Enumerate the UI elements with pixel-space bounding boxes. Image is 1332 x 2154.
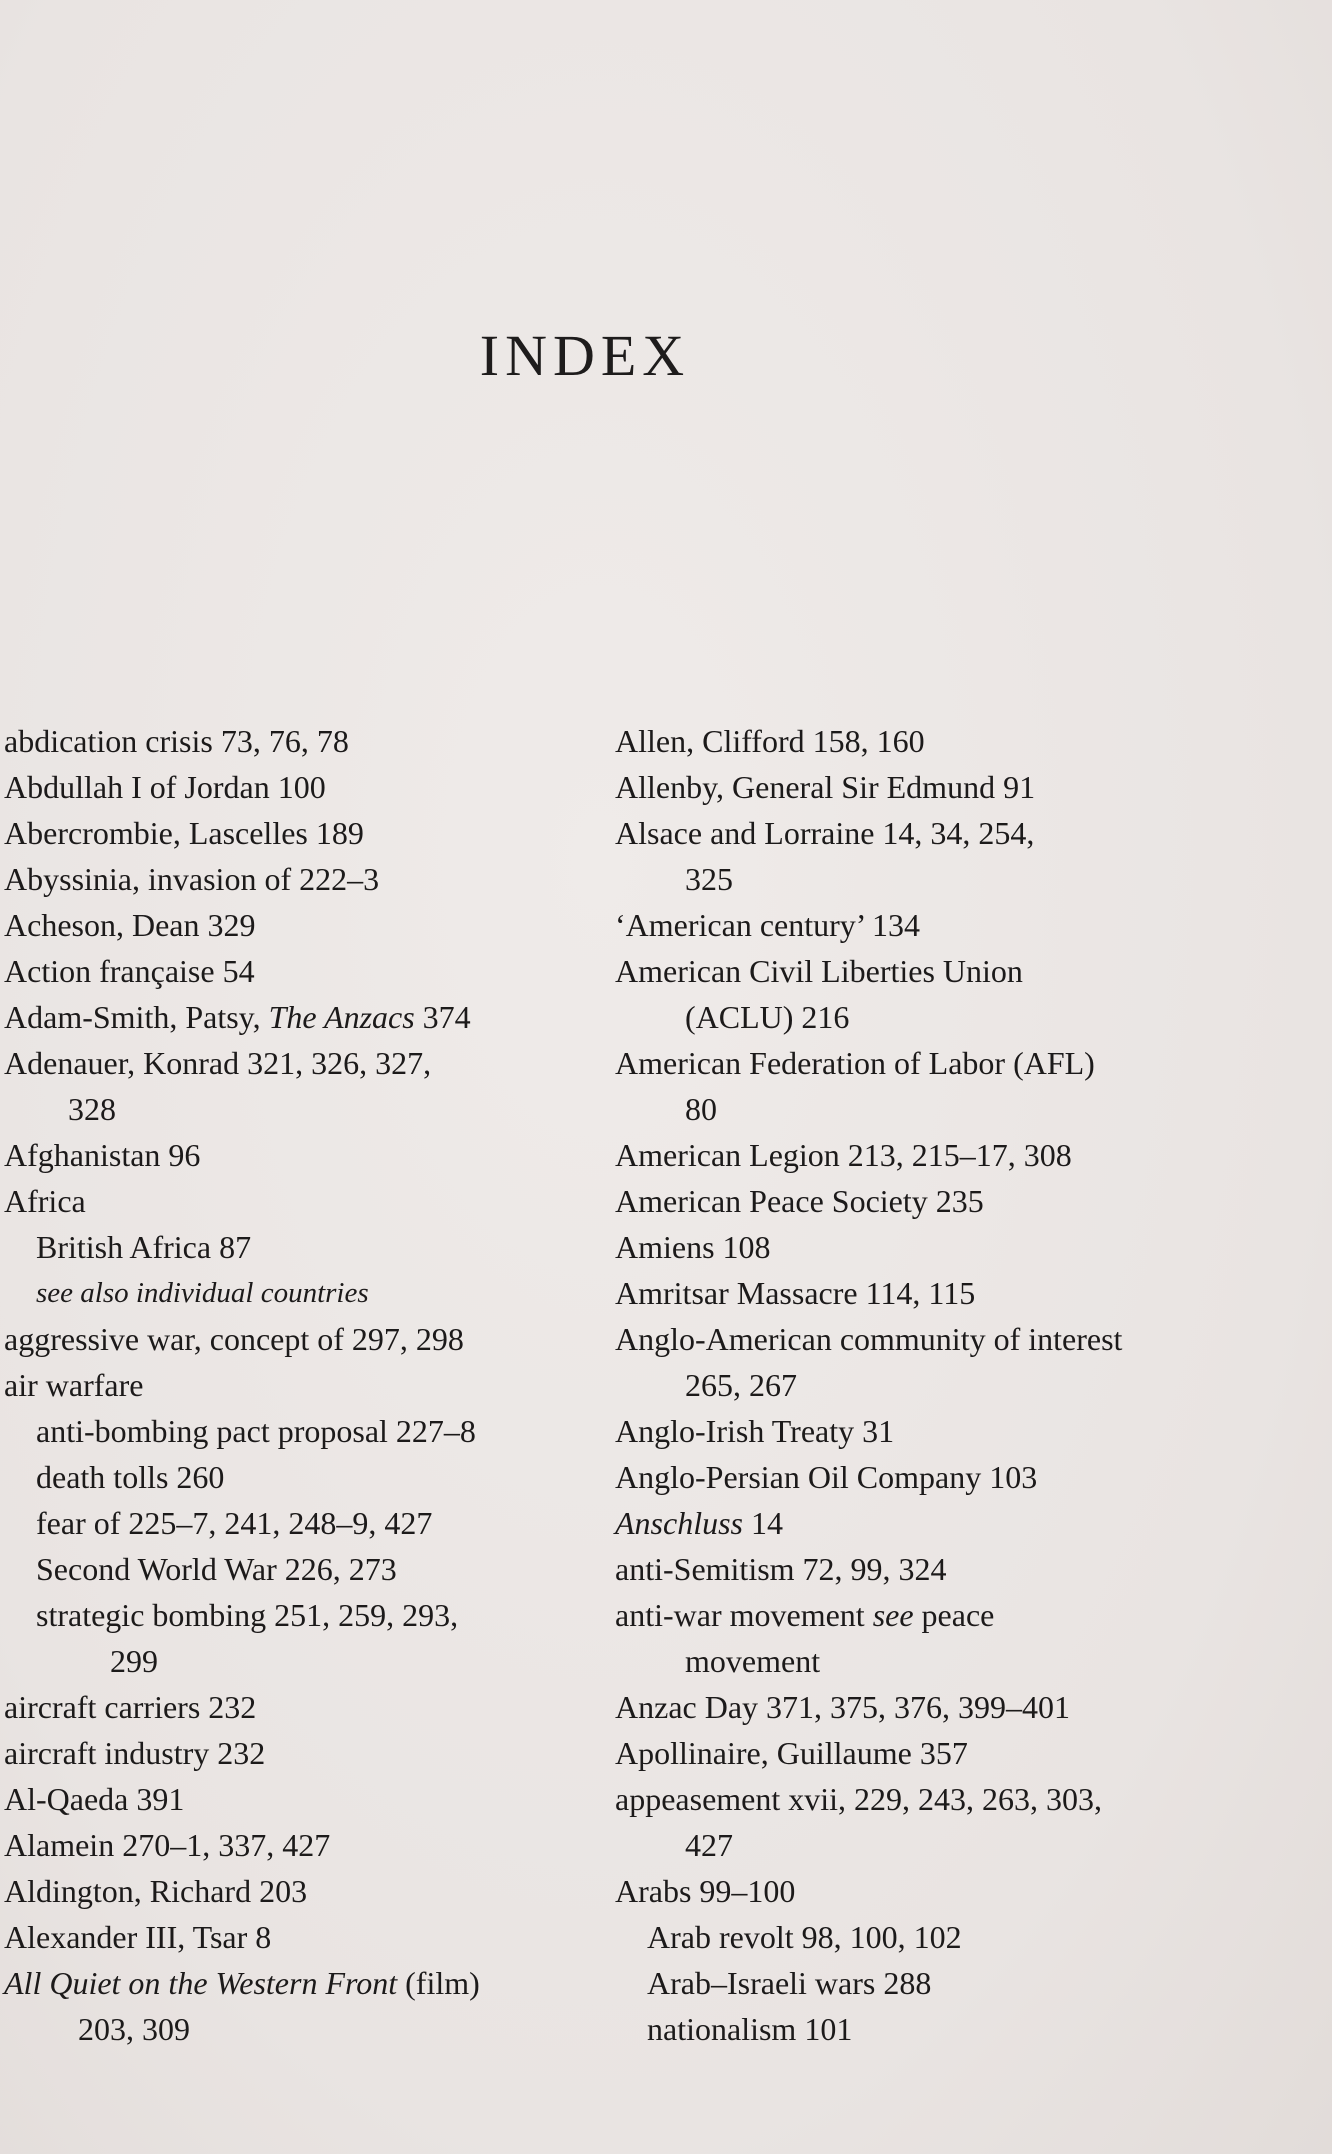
index-entry: abdication crisis 73, 76, 78: [4, 723, 349, 759]
index-entry: All Quiet on the Western Front (film): [4, 1965, 480, 2001]
work-title: Anschluss: [615, 1505, 743, 1541]
index-subentry: Arab–Israeli wars 288: [647, 1965, 932, 2001]
work-title: The Anzacs: [268, 999, 415, 1035]
index-entry-continuation: 427: [685, 1827, 733, 1863]
index-entry: anti-war movement see peace: [615, 1597, 995, 1633]
index-entry: Afghanistan 96: [4, 1137, 201, 1173]
index-entry-continuation: 325: [685, 861, 733, 897]
index-subentry: strategic bombing 251, 259, 293,: [36, 1597, 459, 1633]
index-entry-continuation: 299: [110, 1643, 158, 1679]
index-entry: Apollinaire, Guillaume 357: [615, 1735, 968, 1771]
index-subentry: fear of 225–7, 241, 248–9, 427: [36, 1505, 433, 1541]
index-entry: Abdullah I of Jordan 100: [4, 769, 326, 805]
index-left-column: [4, 718, 480, 2052]
index-entry: ‘American century’ 134: [615, 907, 921, 943]
index-entry: Alamein 270–1, 337, 427: [4, 1827, 331, 1863]
index-right-column: [615, 718, 1122, 2052]
see-also-reference: see also individual countries: [36, 1277, 369, 1309]
index-entry: aircraft carriers 232: [4, 1689, 257, 1725]
index-entry-continuation: (ACLU) 216: [685, 999, 850, 1035]
index-entry: Anglo-Irish Treaty 31: [615, 1413, 895, 1449]
work-title: All Quiet on the Western Front: [4, 1965, 398, 2001]
index-entry: Allenby, General Sir Edmund 91: [615, 769, 1036, 805]
index-entry: Abercrombie, Lascelles 189: [4, 815, 364, 851]
index-entry: Anzac Day 371, 375, 376, 399–401: [615, 1689, 1071, 1725]
index-entry: Anglo-Persian Oil Company 103: [615, 1459, 1038, 1495]
index-entry-continuation: movement: [685, 1643, 821, 1679]
index-entry: Anglo-American community of interest: [615, 1321, 1123, 1357]
index-entry: Africa: [4, 1183, 86, 1219]
see-reference: see: [872, 1597, 914, 1633]
index-subentry: death tolls 260: [36, 1459, 225, 1495]
index-entry: Arabs 99–100: [615, 1873, 796, 1909]
index-entry-continuation: 265, 267: [685, 1367, 797, 1403]
index-entry: Acheson, Dean 329: [4, 907, 256, 943]
index-entry: Adenauer, Konrad 321, 326, 327,: [4, 1045, 432, 1081]
index-entry: air warfare: [4, 1367, 144, 1403]
index-entry: Adam-Smith, Patsy, The Anzacs 374: [4, 999, 471, 1035]
index-entry: Aldington, Richard 203: [4, 1873, 308, 1909]
page-title: INDEX: [479, 323, 691, 388]
index-entry: anti-Semitism 72, 99, 324: [615, 1551, 947, 1587]
index-entry: aggressive war, concept of 297, 298: [4, 1321, 464, 1357]
index-entry: American Peace Society 235: [615, 1183, 984, 1219]
index-entry-continuation: 80: [685, 1091, 717, 1127]
index-entry: American Federation of Labor (AFL): [615, 1045, 1095, 1081]
index-entry: Al-Qaeda 391: [4, 1781, 185, 1817]
index-subentry: Second World War 226, 273: [36, 1551, 397, 1587]
index-entry: Alexander III, Tsar 8: [4, 1919, 272, 1955]
index-entry: American Legion 213, 215–17, 308: [615, 1137, 1072, 1173]
index-entry: American Civil Liberties Union: [615, 953, 1023, 989]
index-entry: Anschluss 14: [615, 1505, 783, 1541]
index-entry: appeasement xvii, 229, 243, 263, 303,: [615, 1781, 1103, 1817]
index-entry-continuation: 328: [68, 1091, 116, 1127]
index-entry: Action française 54: [4, 953, 255, 989]
index-entry: Abyssinia, invasion of 222–3: [4, 861, 380, 897]
index-entry: Amritsar Massacre 114, 115: [615, 1275, 976, 1311]
index-subentry: anti-bombing pact proposal 227–8: [36, 1413, 476, 1449]
index-subentry: British Africa 87: [36, 1229, 252, 1265]
index-subentry: nationalism 101: [647, 2011, 853, 2047]
index-entry: Allen, Clifford 158, 160: [615, 723, 925, 759]
index-entry: Amiens 108: [615, 1229, 771, 1265]
index-entry-continuation: 203, 309: [78, 2011, 190, 2047]
index-subentry: Arab revolt 98, 100, 102: [647, 1919, 962, 1955]
index-entry: Alsace and Lorraine 14, 34, 254,: [615, 815, 1035, 851]
index-entry: aircraft industry 232: [4, 1735, 266, 1771]
